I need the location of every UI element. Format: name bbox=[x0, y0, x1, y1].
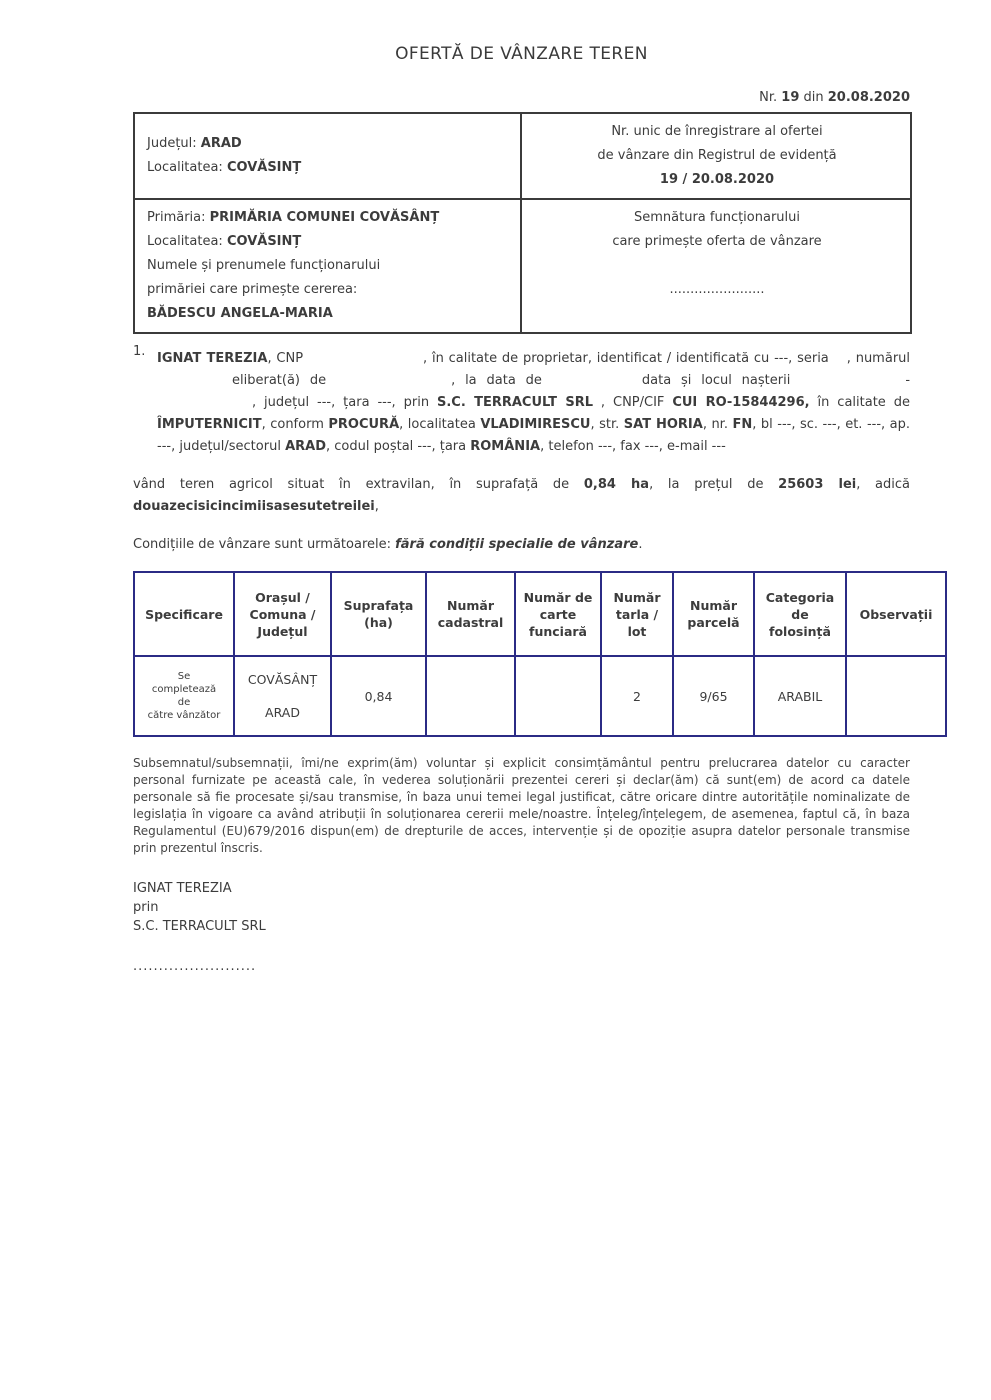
functionar-line-1: Numele și prenumele funcționarului bbox=[147, 258, 381, 273]
cell-tarla-lot: 2 bbox=[601, 656, 673, 736]
land-table-header-row bbox=[134, 572, 946, 656]
cell-observatii bbox=[846, 656, 946, 736]
primaria-line: Primăria: PRIMĂRIA COMUNEI COVĂSÂNȚ bbox=[147, 210, 440, 225]
sale-conditions-paragraph: Condițiile de vânzare sunt următoarele: fără condiții specialie de vânzare. bbox=[133, 537, 643, 552]
col-header-suprafata: Suprafața (ha) bbox=[331, 572, 426, 656]
col-header-numar-cadastral: Număr cadastral bbox=[426, 572, 515, 656]
cell-judet-localitate bbox=[134, 113, 521, 199]
signature-block bbox=[133, 879, 910, 976]
registru-line-1: Nr. unic de înregistrare al ofertei bbox=[611, 124, 823, 139]
list-number: 1. bbox=[133, 344, 146, 359]
seller-identification-text: IGNAT TEREZIA, CNP , în calitate de proprietar, identificat / identificată cu ---, seria , număruleliberat(ă) de , la data de data și locul nașterii -, județul ---, țara ---, prin S.C. TERRACULT SRL , CNP/CIF CUI RO-15844296, în calitate de ÎMPUTERNICIT, conform PROCURĂ, localitatea VLADIMIRESCU, str. SAT HORIA, nr. FN, bl ---, sc. ---, et. ---, ap. ---, județul/sectorul ARAD, codul poștal ---, țara ROMÂNIA, telefon ---, fax ---, e-mail --- bbox=[157, 351, 911, 454]
land-table-data-row bbox=[134, 656, 946, 736]
sale-description-paragraph: vând teren agricol situat în extravilan, în suprafață de 0,84 ha, la prețul de 25603 lei, adică douazecisicincimiisasesutetreilei, bbox=[133, 477, 911, 514]
cell-numar-inregistrare bbox=[521, 113, 911, 199]
cell-semnatura bbox=[521, 199, 911, 333]
col-header-carte-funciara: Număr de carte funciară bbox=[515, 572, 601, 656]
col-header-tarla-lot: Număr tarla / lot bbox=[601, 572, 673, 656]
semnatura-dotted-line: ....................... bbox=[669, 282, 765, 297]
land-details-table bbox=[133, 571, 947, 737]
document-content bbox=[133, 44, 933, 976]
registru-number: 19 / 20.08.2020 bbox=[659, 172, 775, 187]
header-table-row-1 bbox=[134, 113, 911, 199]
seller-identification-paragraph bbox=[133, 344, 911, 458]
cell-suprafata: 0,84 bbox=[331, 656, 426, 736]
cell-carte-funciara bbox=[515, 656, 601, 736]
signature-name: IGNAT TEREZIA bbox=[133, 881, 232, 896]
cell-parcela: 9/65 bbox=[673, 656, 754, 736]
signature-dotted-line: ........................ bbox=[133, 959, 257, 974]
localitate2-line: Localitatea: COVĂSINȚ bbox=[147, 234, 302, 249]
col-header-observatii: Observații bbox=[846, 572, 946, 656]
header-table bbox=[133, 112, 912, 334]
semnatura-line-1: Semnătura funcționarului bbox=[633, 210, 801, 225]
cell-specificare: Se completează de către vânzător bbox=[134, 656, 234, 736]
col-header-parcela: Număr parcelă bbox=[673, 572, 754, 656]
page-title: OFERTĂ DE VÂNZARE TEREN bbox=[395, 44, 648, 64]
functionar-name: BĂDESCU ANGELA-MARIA bbox=[147, 306, 333, 321]
col-header-oras-comuna-judet: Orașul / Comuna / Județul bbox=[234, 572, 331, 656]
localitate-line: Localitatea: COVĂSINȚ bbox=[147, 160, 302, 175]
col-header-categoria: Categoria de folosință bbox=[754, 572, 846, 656]
signature-prin: prin bbox=[133, 900, 159, 915]
signature-company: S.C. TERRACULT SRL bbox=[133, 919, 266, 934]
col-header-specificare: Specificare bbox=[134, 572, 234, 656]
cell-oras-judet: COVĂSÂNȚ ARAD bbox=[234, 656, 331, 736]
header-table-row-2 bbox=[134, 199, 911, 333]
gdpr-consent-paragraph: Subsemnatul/subsemnații, îmi/ne exprim(ăm) voluntar și explicit consimțământul pentru prelucrarea datelor cu caracter personal furnizate pe această cale, în vederea soluționării prezentei cereri și declar(ăm) că sunt(em) de acord ca datele personale să fie procesate și/sau transmise, în baza unui temei legal justificat, către oricare dintre autoritățile nominalizate de legislația în vigoare ca având atribuții în soluționarea cererii mele/noastre. Înțeleg/înțelegem, de asemenea, faptul că, în baza Regulamentul (EU)679/2016 dispun(em) de drepturile de acces, intervenție și de opoziție asupra datelor personale transmise prin prezentul înscris. bbox=[133, 756, 910, 855]
semnatura-line-2: care primește oferta de vânzare bbox=[612, 234, 822, 249]
registration-number-line: Nr. 19 din 20.08.2020 bbox=[759, 90, 910, 105]
cell-categoria: ARABIL bbox=[754, 656, 846, 736]
registru-line-2: de vânzare din Registrul de evidență bbox=[597, 148, 837, 163]
judet-line: Județul: ARAD bbox=[147, 136, 242, 151]
functionar-line-2: primăriei care primește cererea: bbox=[147, 282, 358, 297]
cell-primaria bbox=[134, 199, 521, 333]
spacer bbox=[534, 254, 900, 278]
cell-numar-cadastral bbox=[426, 656, 515, 736]
